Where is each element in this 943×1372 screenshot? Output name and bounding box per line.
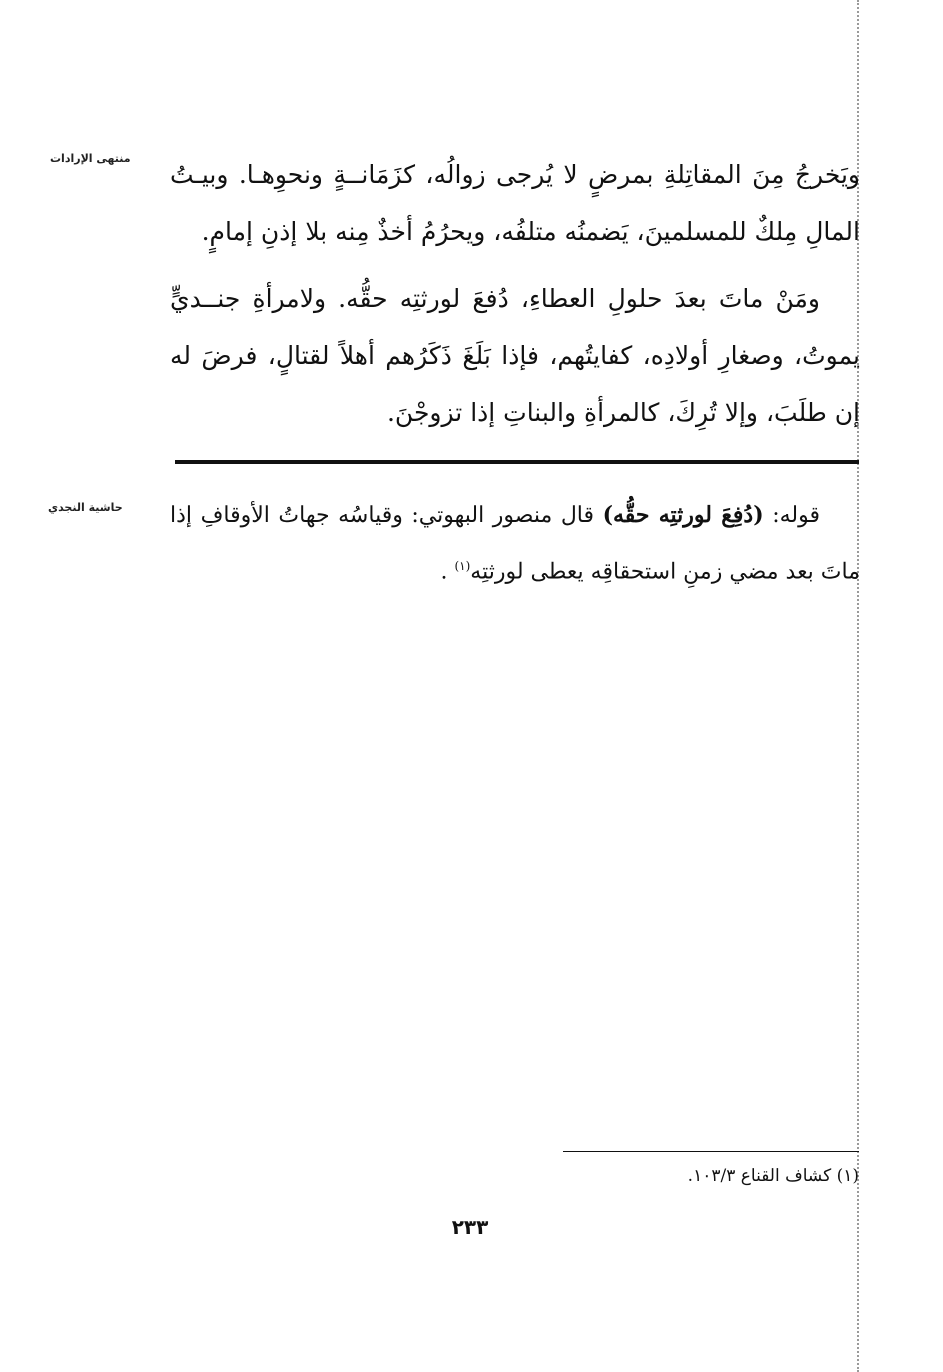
side-label-commentary: حاشية النجدي <box>48 501 123 514</box>
footnote: (١) كشاف القناع ١٠٣/٣. <box>687 1166 859 1186</box>
commentary-lead: قوله: <box>772 503 821 528</box>
section-divider <box>175 460 859 464</box>
footnote-marker[interactable]: (١) <box>454 559 471 573</box>
commentary-body: قال منصور البهوتي: وقياسُه جهاتُ الأوقافِ إذا ماتَ بعد مضي زمنِ استحقاقِه يعطى لورثتِه <box>170 503 860 585</box>
binding-dotted-edge <box>857 0 943 1372</box>
footnote-divider <box>563 1151 859 1152</box>
commentary-quoted-phrase: (دُفِعَ لورثتِه حقُّه) <box>602 502 764 528</box>
main-paragraph-2: ومَنْ ماتَ بعدَ حلولِ العطاءِ، دُفعَ لورثتِه حقُّه. ولامرأةِ جنــديٍّ يموتُ، وصغارِ أولادِه، كفايتُهم، فإذا بَلَغَ ذَكَرُهم أهلاً لقتالٍ، فرضَ له إن طلَبَ، وإلا تُرِكَ، كالمرأةِ والبناتِ إذا تزوجْنَ. <box>170 284 860 427</box>
main-paragraph-1: ويَخرجُ مِنَ المقاتِلةِ بمرضٍ لا يُرجى زوالُه، كزَمَانــةٍ ونحوِهـا. وبيـتُ المالِ مِلكٌ للمسلمينَ، يَضمنُه متلفُه، ويحرُمُ أخذٌ مِنه بلا إذنِ إمامٍ. <box>170 160 860 246</box>
page-number: ٢٣٣ <box>451 1215 489 1239</box>
side-label-source: منتهى الإرادات <box>50 152 131 165</box>
main-text <box>170 146 860 441</box>
commentary-text <box>170 490 860 597</box>
commentary-paragraph <box>170 490 860 597</box>
commentary-ending: . <box>440 559 455 585</box>
